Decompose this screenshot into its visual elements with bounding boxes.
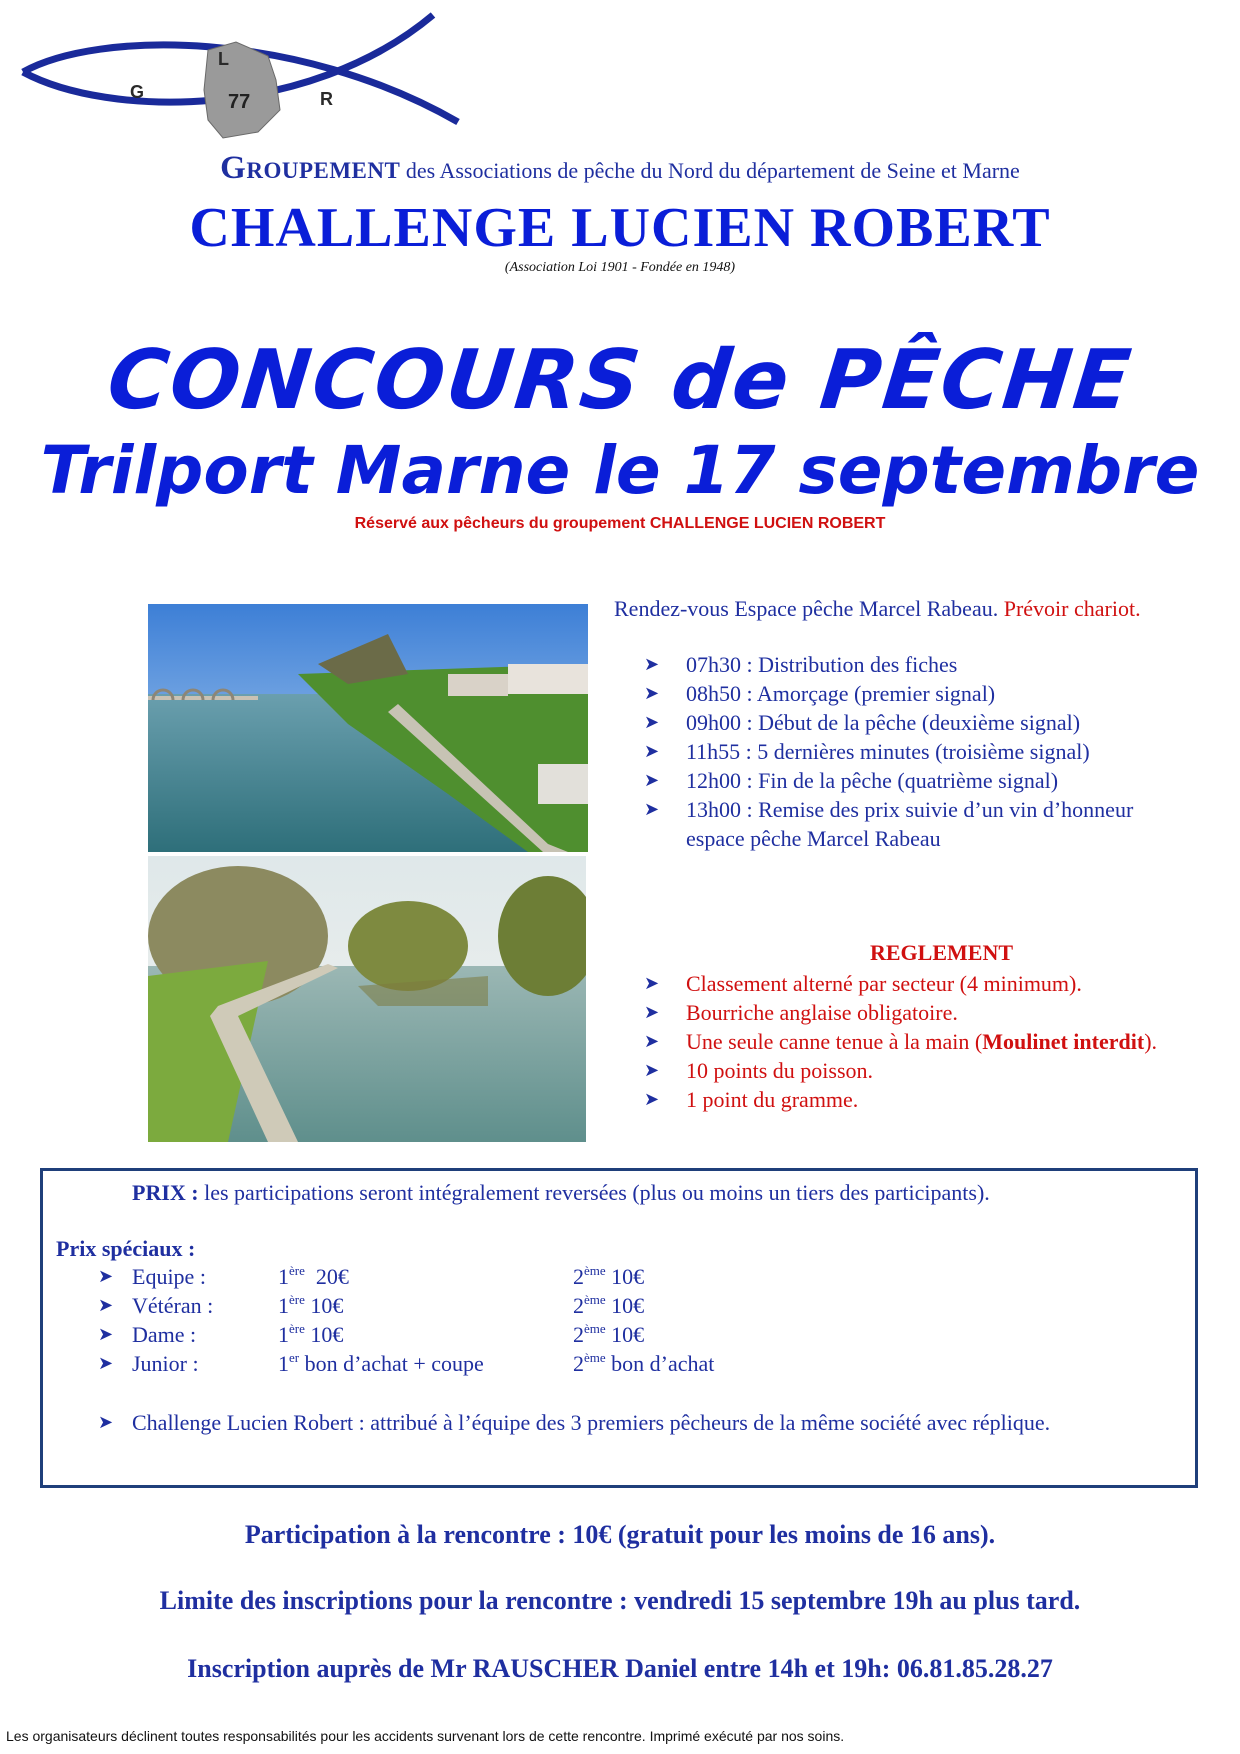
second-prize: 2ème 10€ [573,1321,645,1347]
list-item: ➤ 10 points du poisson. [644,1058,874,1083]
list-item: ➤ 11h55 : 5 dernières minutes (troisième signal) [644,739,1090,764]
arrow-bullet-icon: ➤ [98,1412,114,1433]
organisation-description: des Associations de pêche du Nord du département de Seine et Marne [400,158,1020,183]
first-prize: 1ère 20€ [278,1263,349,1289]
list-item: ➤ 07h30 : Distribution des fiches [644,652,958,677]
glr77-fish-logo [18,10,488,150]
registration-contact: Inscription auprès de Mr RAUSCHER Daniel entre 14h et 19h: 06.81.85.28.27 [187,1654,1053,1683]
first-prize: 1ère 10€ [278,1321,344,1347]
logo-letter-l: L [218,49,229,69]
arrow-bullet-icon: ➤ [644,1031,660,1052]
participation-fee: Participation à la rencontre : 10€ (gratuit pour les moins de 16 ans). [244,1520,996,1549]
list-item-continuation: espace pêche Marcel Rabeau [686,826,941,851]
arrow-bullet-icon: ➤ [644,741,660,762]
logo-letter-r: R [320,89,333,109]
list-item: ➤ Classement alterné par secteur (4 minimum). [644,971,1082,996]
arrow-bullet-icon: ➤ [644,1002,660,1023]
rendez-vous-line [614,596,1141,622]
list-item: ➤ 12h00 : Fin de la pêche (quatrième signal) [644,768,1059,793]
arrow-bullet-icon: ➤ [644,1089,660,1110]
list-item: ➤ Une seule canne tenue à la main (Moulinet interdit). [644,1029,1158,1054]
arrow-bullet-icon: ➤ [644,770,660,791]
arrow-bullet-icon: ➤ [98,1295,114,1316]
schedule-list [644,650,1133,853]
arrow-bullet-icon: ➤ [644,799,660,820]
list-item: ➤ 09h00 : Début de la pêche (deuxième signal) [644,710,1081,735]
organisation-name: Groupement [220,150,401,186]
logo-letter-g: G [130,82,145,102]
second-prize: 2ème 10€ [573,1263,645,1289]
logo-number: 77 [228,91,251,113]
challenge-title: CHALLENGE LUCIEN ROBERT [189,197,1051,259]
challenge-prize-text: Challenge Lucien Robert : attribué à l’équipe des 3 premiers pêcheurs de la même société avec réplique. [132,1410,1051,1435]
rule-bold-text: Moulinet interdit [982,1029,1145,1054]
arrow-bullet-icon: ➤ [644,654,660,675]
prizes-label: PRIX : [132,1180,199,1205]
special-prizes-title: Prix spéciaux : [56,1236,196,1261]
river-photo-bridge [148,604,588,852]
second-prize: 2ème bon d’achat [573,1350,715,1376]
association-note: (Association Loi 1901 - Fondée en 1948) [504,260,736,275]
list-item: ➤ 1 point du gramme. [644,1087,859,1112]
prizes-text: les participations seront intégralement reversées (plus ou moins un tiers des participants). [198,1180,990,1205]
department-map-shape [204,42,280,138]
arrow-bullet-icon: ➤ [98,1266,114,1287]
rules-list [644,969,1157,1114]
river-photo-trees [148,856,586,1142]
event-place-date: Trilport Marne le 17 septembre [40,432,1200,509]
arrow-bullet-icon: ➤ [644,712,660,733]
registration-deadline: Limite des inscriptions pour la rencontre : vendredi 15 septembre 19h au plus tard. [159,1586,1081,1615]
arrow-bullet-icon: ➤ [98,1353,114,1374]
prizes-intro [132,1180,990,1206]
list-item: ➤ Bourriche anglaise obligatoire. [644,1000,958,1025]
arrow-bullet-icon: ➤ [644,1060,660,1081]
arrow-bullet-icon: ➤ [644,973,660,994]
rendez-vous-text: Rendez-vous Espace pêche Marcel Rabeau. [614,596,1004,621]
disclaimer: Les organisateurs déclinent toutes responsabilités pour les accidents survenant lors de cette rencontre. Imprimé exécuté par nos soins. [6,1728,845,1744]
event-title: CONCOURS de PÊCHE [103,333,1137,428]
rendez-vous-warning: Prévoir chariot. [1003,596,1141,621]
reglement-title: REGLEMENT [870,940,1014,965]
first-prize: 1ère 10€ [278,1292,344,1318]
reserved-notice: Réservé aux pêcheurs du groupement CHALLENGE LUCIEN ROBERT [354,515,886,532]
arrow-bullet-icon: ➤ [644,683,660,704]
organisation-line [0,150,1240,187]
arrow-bullet-icon: ➤ [98,1324,114,1345]
list-item: ➤ 08h50 : Amorçage (premier signal) [644,681,996,706]
second-prize: 2ème 10€ [573,1292,645,1318]
first-prize: 1er bon d’achat + coupe [278,1350,484,1376]
list-item: ➤ 13h00 : Remise des prix suivie d’un vin d’honneur [644,797,1134,822]
